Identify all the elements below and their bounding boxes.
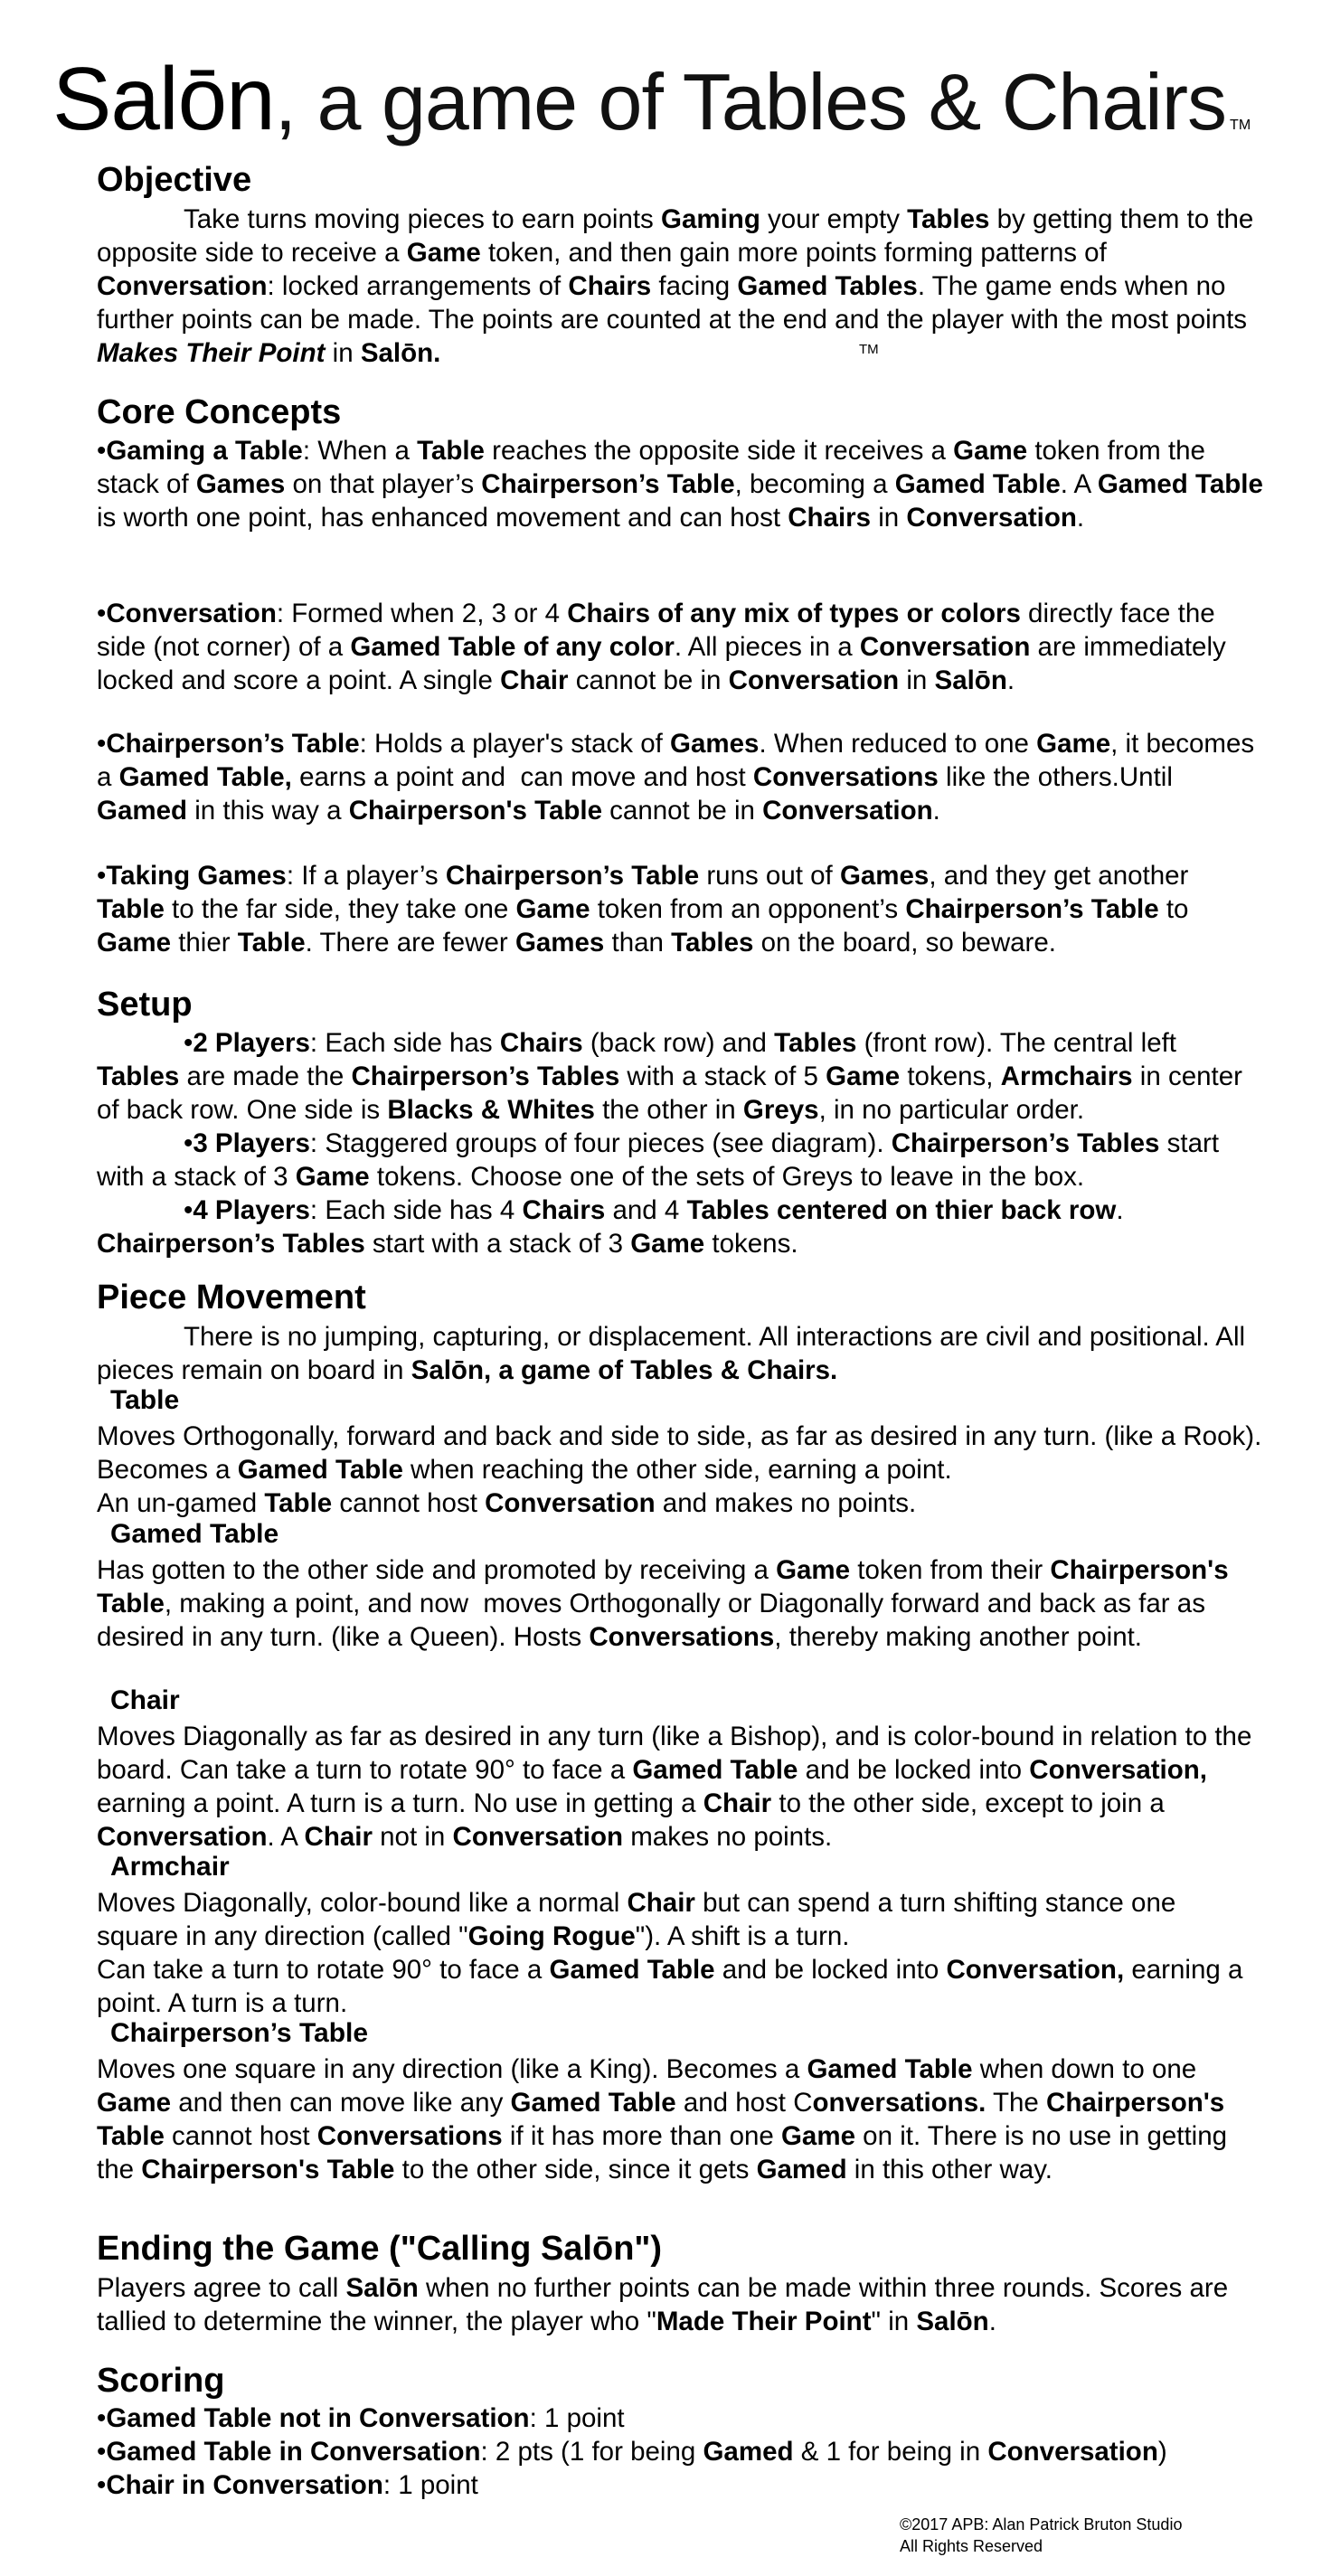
movement-intro: There is no jumping, capturing, or displacement. All interactions are civil and positional. All pieces remain on board in Salōn, a game of Tables & Chairs. — [97, 1322, 1246, 1385]
title-salon: Salōn — [52, 49, 275, 148]
movement-armchair-text: Moves Diagonally, color-bound like a normal Chair but can spend a turn shifting stance one square in any direction (called "Going Rogue"). A shift is a turn. Can take a turn to rotate 90° to face a Gamed Table and be locked into Conversation, earning a point. A turn is a turn. — [97, 1888, 1243, 2018]
movement-gamed-table-text: Has gotten to the other side and promoted by receiving a Game token from their Chairperson's Table, making a point, and now moves Orthogonally or Diagonally forward and back as far as desired in any turn. (like a Queen). Hosts Conversations, thereby making another point. — [97, 1555, 1229, 1652]
ending-paragraph: Players agree to call Salōn when no further points can be made within three rounds. Scores are tallied to determine the winner, the player who "Made Their Point" in Salōn. — [97, 2273, 1229, 2336]
copyright-line-2: All Rights Reserved — [900, 2537, 1043, 2555]
heading-setup: Setup — [97, 986, 193, 1024]
heading-objective: Objective — [97, 161, 252, 199]
movement-chairpersons-table-text: Moves one square in any direction (like a King). Becomes a Gamed Table when down to one Game and then can move like any Gamed Table and host Conversations. The Chairperson's Table cannot host Conversations if it has more than one Game on it. There is no use in getting the Chairperson's Table to the other side, since it gets Gamed in this other way. — [97, 2054, 1228, 2184]
title-subtitle: a game of Tables & Chairs — [296, 57, 1227, 146]
page-title — [52, 49, 1251, 148]
setup-2-players: •2 Players: Each side has Chairs (back row) and Tables (front row). The central left Tables are made the Chairperson’s Tables with a stack of 5 Game tokens, Armchairs in center of back row. One side is Blacks & Whites the other in Greys, in no particular order. — [97, 1028, 1242, 1125]
scoring-item-1: •Gamed Table not in Conversation: 1 point — [97, 2403, 625, 2433]
heading-core-concepts: Core Concepts — [97, 393, 342, 431]
setup-3-players: •3 Players: Staggered groups of four pieces (see diagram). Chairperson’s Tables start with a stack of 3 Game tokens. Choose one of the sets of Greys to leave in the box. — [97, 1128, 1220, 1192]
movement-table-text: Moves Orthogonally, forward and back and side to side, as far as desired in any turn. (like a Rook). Becomes a Gamed Table when reaching the other side, earning a point. An un-gamed Table cannot host Conversation and makes no points. — [97, 1421, 1262, 1518]
objective-paragraph: Take turns moving pieces to earn points Gaming your empty Tables by getting them to the opposite side to receive a Game token, and then gain more points forming patterns of Conversation: locked arrangements of Chairs facing Gamed Tables. The game ends when no further points can be made. The points are counted at the end and the player with the most points Makes Their Point in Salōn. — [97, 204, 1254, 368]
subheading-chair: Chair — [110, 1685, 180, 1715]
scoring-item-2: •Gamed Table in Conversation: 2 pts (1 for being Gamed & 1 for being in Conversation) — [97, 2437, 1167, 2467]
objective-trademark: TM — [859, 342, 879, 357]
core-gaming-a-table: •Gaming a Table: When a Table reaches the opposite side it receives a Game token from the stack of Games on that player’s Chairperson’s Table, becoming a Gamed Table. A Gamed Table is worth one point, has enhanced movement and can host Chairs in Conversation. — [97, 436, 1263, 533]
copyright-line-1: ©2017 APB: Alan Patrick Bruton Studio — [900, 2515, 1183, 2534]
core-taking-games: •Taking Games: If a player’s Chairperson’s Table runs out of Games, and they get another Table to the far side, they take one Game token from an opponent’s Chairperson’s Table to Game thier Table. There are fewer Games than Tables on the board, so beware. — [97, 861, 1189, 958]
heading-scoring: Scoring — [97, 2362, 225, 2400]
core-conversation: •Conversation: Formed when 2, 3 or 4 Chairs of any mix of types or colors directly face the side (not corner) of a Gamed Table of any color. All pieces in a Conversation are immediately locked and score a point. A single Chair cannot be in Conversation in Salōn. — [97, 599, 1226, 695]
core-chairpersons-table: •Chairperson’s Table: Holds a player's stack of Games. When reduced to one Game, it becomes a Gamed Table, earns a point and can move and host Conversations like the others.Until Gamed in this way a Chairperson's Table cannot be in Conversation. — [97, 729, 1255, 826]
scoring-item-3: •Chair in Conversation: 1 point — [97, 2470, 478, 2500]
subheading-chairpersons-table: Chairperson’s Table — [110, 2018, 369, 2048]
heading-ending-the-game: Ending the Game ("Calling Salōn") — [97, 2230, 663, 2268]
setup-4-players: •4 Players: Each side has 4 Chairs and 4 Tables centered on thier back row. Chairperson’s Tables start with a stack of 3 Game tokens. — [97, 1195, 1124, 1259]
heading-piece-movement: Piece Movement — [97, 1279, 366, 1316]
subheading-armchair: Armchair — [110, 1852, 230, 1882]
copyright-notice — [900, 2514, 1182, 2557]
title-trademark: TM — [1230, 118, 1251, 133]
movement-chair-text: Moves Diagonally as far as desired in any turn (like a Bishop), and is color-bound in relation to the board. Can take a turn to rotate 90° to face a Gamed Table and be locked into Conversation, earning a point. A turn is a turn. No use in getting a Chair to the other side, except to join a Conversation. A Chair not in Conversation makes no points. — [97, 1722, 1252, 1852]
subheading-table: Table — [110, 1385, 180, 1415]
subheading-gamed-table: Gamed Table — [110, 1519, 279, 1549]
title-comma: , — [274, 57, 297, 146]
